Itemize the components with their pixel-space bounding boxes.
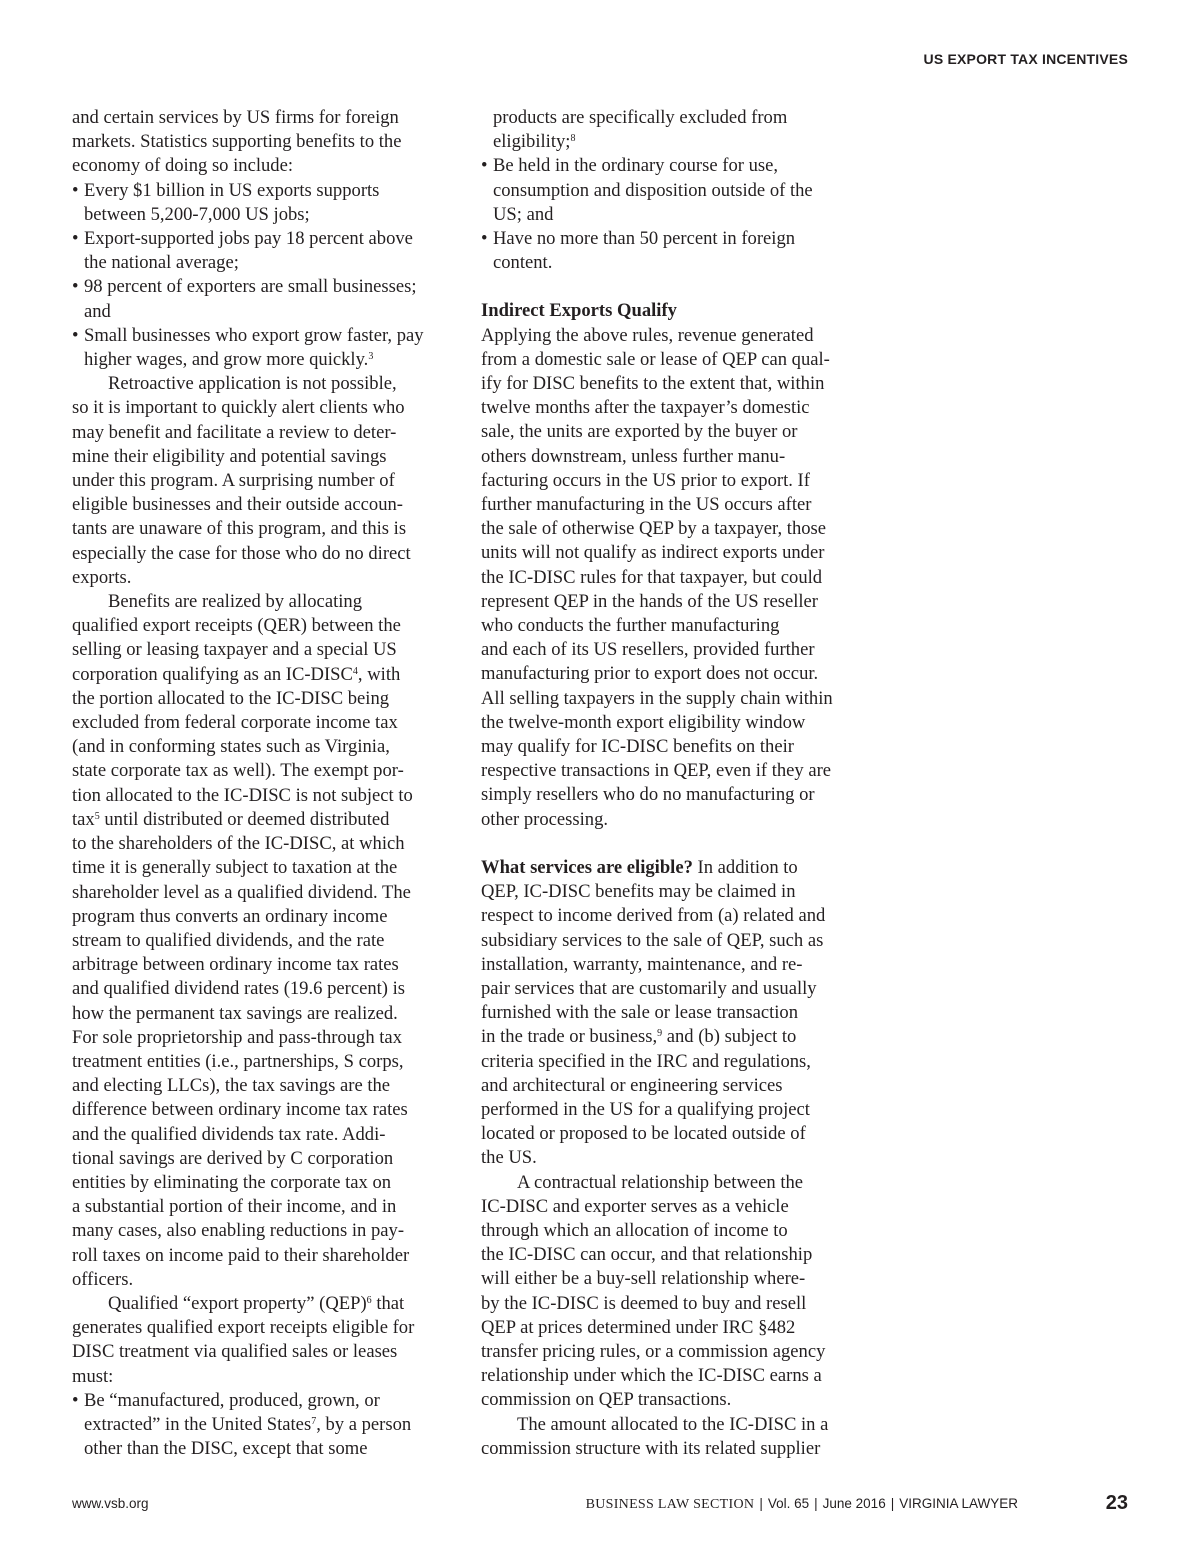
text-line: who conducts the further manufacturing: [481, 615, 780, 637]
text-line: transfer pricing rules, or a commission agency: [481, 1340, 826, 1362]
footnote-ref: 7: [311, 1415, 317, 1427]
text-line: exports.: [72, 566, 132, 588]
footnote-ref: 9: [657, 1028, 663, 1040]
text-line: content.: [493, 252, 553, 274]
bullet-item: [481, 227, 861, 275]
page-footer: [72, 1494, 1128, 1524]
text-line: may qualify for IC-DISC benefits on their: [481, 736, 794, 758]
text-line: commission structure with its related supplier: [481, 1437, 821, 1459]
text-line: entities by eliminating the corporate tax on: [72, 1171, 392, 1193]
text-line: to the shareholders of the IC-DISC, at which: [72, 833, 405, 855]
text-line: and certain services by US firms for foreign: [72, 107, 399, 128]
text-line: products are specifically excluded from: [493, 107, 788, 128]
text-line: represent QEP in the hands of the US reseller: [481, 590, 819, 612]
footnote-ref: 4: [352, 665, 358, 677]
text-line: roll taxes on income paid to their shareholder: [72, 1244, 410, 1266]
text-line: other than the DISC, except that some: [84, 1438, 368, 1460]
text-line: A contractual relationship between the: [517, 1171, 804, 1193]
text-line: difference between ordinary income tax rates: [72, 1099, 408, 1121]
text-line: respect to income derived from (a) related and: [481, 905, 826, 927]
website-link[interactable]: www.vsb.org: [72, 1496, 149, 1511]
text-line: installation, warranty, maintenance, and re-: [481, 953, 803, 975]
text-line: and: [84, 300, 111, 322]
text-line: tional savings are derived by C corporation: [72, 1147, 394, 1169]
text-line: consumption and disposition outside of the: [493, 179, 813, 201]
text-line: Retroactive application is not possible,: [108, 373, 397, 395]
bullet-icon: •: [72, 179, 79, 201]
text-line: Export-supported jobs pay 18 percent above: [84, 228, 413, 250]
bullet-icon: •: [481, 155, 488, 177]
text-line: Small businesses who export grow faster, pay: [84, 324, 424, 346]
text-line: treatment entities (i.e., partnerships, S corps,: [72, 1050, 404, 1072]
footnote-ref: 5: [94, 810, 100, 822]
text-line: What services are eligible? In addition to: [481, 856, 798, 878]
text-line: and each of its US resellers, provided further: [481, 639, 815, 661]
text-line: The amount allocated to the IC-DISC in a: [517, 1413, 829, 1435]
text-line: IC-DISC and exporter serves as a vehicle: [481, 1195, 789, 1217]
text-line: manufacturing prior to export does not occur.: [481, 663, 819, 685]
text-line: arbitrage between ordinary income tax rates: [72, 954, 399, 976]
issue-date: June 2016: [822, 1496, 886, 1511]
text-line: through which an allocation of income to: [481, 1219, 788, 1241]
section-name: BUSINESS LAW SECTION: [585, 1497, 755, 1512]
text-line: further manufacturing in the US occurs after: [481, 494, 812, 516]
text-line: corporation qualifying as an IC-DISC$^4$, with: [72, 663, 401, 685]
right-column: [481, 106, 861, 1461]
text-line: excluded from federal corporate income tax: [72, 712, 398, 734]
text-line: between 5,200-7,000 US jobs;: [84, 203, 310, 225]
text-line: 98 percent of exporters are small businesses;: [84, 276, 417, 298]
text-line: furnished with the sale or lease transaction: [481, 1002, 799, 1024]
text-line: must:: [72, 1365, 114, 1387]
text-line: criteria specified in the IRC and regulations,: [481, 1050, 811, 1072]
text-line: tants are unaware of this program, and this is: [72, 518, 407, 540]
bullet-item: [72, 227, 452, 275]
text-line: others downstream, unless further manu-: [481, 445, 786, 467]
text-line: QEP, IC-DISC benefits may be claimed in: [481, 881, 796, 903]
text-line: the sale of otherwise QEP by a taxpayer, those: [481, 518, 827, 540]
text-line: the portion allocated to the IC-DISC being: [72, 687, 390, 709]
text-line: (and in conforming states such as Virginia,: [72, 736, 390, 758]
text-line: time it is generally subject to taxation at the: [72, 857, 398, 879]
text-line: twelve months after the taxpayer’s domestic: [481, 397, 810, 419]
text-line: economy of doing so include:: [72, 155, 294, 177]
text-line: Applying the above rules, revenue generated: [481, 324, 814, 346]
left-column: [72, 106, 452, 1461]
text-line: located or proposed to be located outside of: [481, 1123, 806, 1145]
text-line: tax$^5$ until distributed or deemed distributed: [72, 808, 390, 830]
separator: |: [759, 1496, 763, 1511]
text-line: Benefits are realized by allocating: [108, 591, 362, 613]
footnote-ref: 8: [570, 133, 576, 145]
text-line: relationship under which the IC-DISC earns a: [481, 1365, 822, 1387]
text-line: mine their eligibility and potential savings: [72, 445, 387, 467]
text-line: facturing occurs in the US prior to export. If: [481, 469, 810, 491]
text-line: Be “manufactured, produced, grown, or: [84, 1389, 380, 1411]
text-line: eligibility;$^8$: [493, 131, 576, 153]
bullet-icon: •: [481, 228, 488, 250]
section-heading: Indirect Exports Qualify: [481, 300, 677, 322]
text-line: the national average;: [84, 252, 239, 274]
text-line: officers.: [72, 1268, 134, 1290]
text-line: units will not qualify as indirect exports under: [481, 542, 825, 564]
text-line: and architectural or engineering services: [481, 1074, 783, 1096]
text-line: selling or leasing taxpayer and a special US: [72, 639, 397, 661]
bullet-item: [72, 179, 452, 227]
bullet-item: • Be “manufactured, produced, grown, or extracted” in the United States$^7$, by a person other than the DISC, except that some: [72, 1389, 452, 1462]
publication-name: VIRGINIA LAWYER: [899, 1496, 1018, 1511]
bullet-item: [481, 154, 861, 227]
text-line: under this program. A surprising number of: [72, 470, 395, 492]
page-number: 23: [1105, 1492, 1128, 1514]
text-line: performed in the US for a qualifying project: [481, 1098, 810, 1120]
text-line: qualified export receipts (QER) between the: [72, 615, 401, 637]
bullet-item: [72, 275, 452, 323]
text-line: many cases, also enabling reductions in pay-: [72, 1220, 405, 1242]
separator: |: [814, 1496, 818, 1511]
text-line: All selling taxpayers in the supply chain within: [481, 687, 833, 709]
text-line: Have no more than 50 percent in foreign: [493, 228, 796, 250]
text-line: so it is important to quickly alert clients who: [72, 397, 405, 419]
text-line: shareholder level as a qualified dividend. The: [72, 881, 411, 903]
text-line: QEP at prices determined under IRC §482: [481, 1316, 796, 1338]
text-line: by the IC-DISC is deemed to buy and resell: [481, 1292, 807, 1314]
separator: |: [890, 1496, 895, 1511]
text-line: other processing.: [481, 808, 609, 830]
text-line: Be held in the ordinary course for use,: [493, 155, 779, 177]
text-line: may benefit and facilitate a review to deter-: [72, 421, 397, 443]
footer-publication-info: [586, 1496, 1018, 1513]
text-line: tion allocated to the IC-DISC is not subject to: [72, 784, 413, 806]
text-line: the US.: [481, 1147, 537, 1169]
text-line: Qualified “export property” (QEP)$^6$ that: [108, 1292, 405, 1314]
text-line: US; and: [493, 203, 554, 225]
text-line: subsidiary services to the sale of QEP, such as: [481, 929, 824, 951]
text-line: DISC treatment via qualified sales or leases: [72, 1341, 398, 1363]
text-line: higher wages, and grow more quickly.: [84, 349, 369, 371]
text-line: and electing LLCs), the tax savings are the: [72, 1075, 391, 1097]
text-line: generates qualified export receipts eligible for: [72, 1317, 415, 1339]
text-line: will either be a buy-sell relationship where-: [481, 1268, 806, 1290]
text-line: stream to qualified dividends, and the rate: [72, 929, 385, 951]
text-line: pair services that are customarily and usually: [481, 977, 817, 999]
text-line: For sole proprietorship and pass-through tax: [72, 1026, 402, 1048]
bullet-icon: •: [72, 228, 79, 250]
volume: Vol. 65: [767, 1496, 810, 1511]
text-line: a substantial portion of their income, and in: [72, 1196, 397, 1218]
text-line: simply resellers who do no manufacturing or: [481, 784, 815, 806]
text-line: the twelve-month export eligibility window: [481, 711, 806, 733]
bullet-icon: •: [72, 1389, 79, 1411]
text-line: commission on QEP transactions.: [481, 1389, 732, 1411]
text-line: sale, the units are exported by the buyer or: [481, 421, 798, 443]
footnote-ref: 3: [368, 351, 374, 363]
bullet-icon: •: [72, 324, 79, 346]
bullet-icon: •: [72, 276, 79, 298]
text-line: the IC-DISC rules for that taxpayer, but could: [481, 566, 823, 588]
text-line: program thus converts an ordinary income: [72, 905, 388, 927]
text-line: markets. Statistics supporting benefits to the: [72, 131, 402, 153]
text-line: state corporate tax as well). The exempt por-: [72, 760, 404, 782]
running-header: US EXPORT TAX INCENTIVES: [923, 51, 1128, 67]
text-line: the IC-DISC can occur, and that relationship: [481, 1244, 813, 1266]
text-line: respective transactions in QEP, even if they are: [481, 760, 832, 782]
text-line: Every $1 billion in US exports supports: [84, 179, 380, 201]
text-line: and the qualified dividends tax rate. Addi-: [72, 1123, 386, 1145]
text-line: how the permanent tax savings are realized.: [72, 1002, 398, 1024]
text-line: and qualified dividend rates (19.6 percent) is: [72, 978, 406, 1000]
text-line: especially the case for those who do no direct: [72, 542, 411, 564]
bullet-item: [72, 324, 452, 372]
text-line: from a domestic sale or lease of QEP can qual-: [481, 348, 830, 370]
text-line: eligible businesses and their outside accoun-: [72, 494, 403, 516]
run-in-heading: What services are eligible?: [481, 856, 693, 878]
footnote-ref: 6: [366, 1294, 372, 1306]
text-line: ify for DISC benefits to the extent that, within: [481, 373, 825, 395]
text-line: in the trade or business,$^9$ and (b) subject to: [481, 1026, 797, 1048]
